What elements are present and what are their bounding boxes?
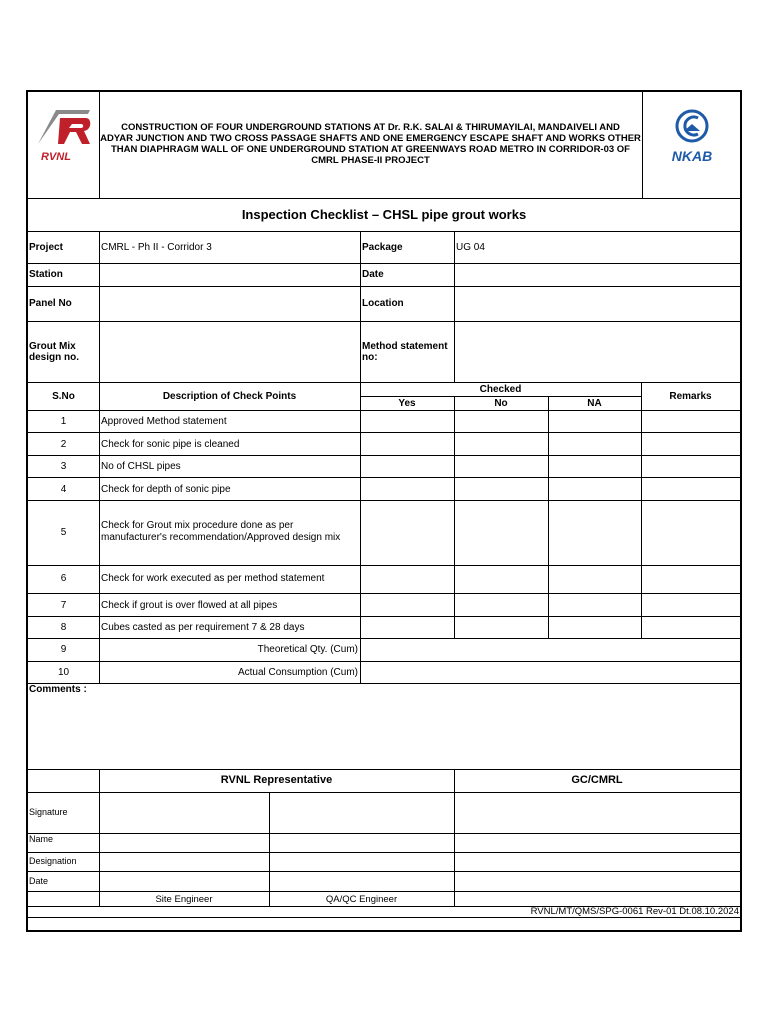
- grid-line: [28, 852, 740, 853]
- gc-cmrl-header: GC/CMRL: [571, 774, 623, 786]
- row-desc: Check for sonic pipe is cleaned: [101, 439, 240, 450]
- grid-line: [454, 396, 455, 638]
- sno-header: S.No: [52, 391, 75, 402]
- project-title-line: THAN DIAPHRAGM WALL OF ONE UNDERGROUND STATION AT GREENWAYS ROAD METRO IN CORRIDOR-03 OF: [111, 144, 630, 155]
- grid-line: [454, 769, 455, 906]
- rvnl-logo-text: RVNL: [41, 151, 71, 163]
- row-desc: Cubes casted as per requirement 7 & 28 days: [101, 622, 305, 633]
- grid-line: [28, 593, 740, 594]
- rvnl-logo-mark: [32, 100, 96, 150]
- grid-line: [28, 500, 740, 501]
- row-sno: 4: [60, 484, 67, 495]
- project-title-line: ADYAR JUNCTION AND TWO CROSS PASSAGE SHAFTS AND ONE EMERGENCY ESCAPE SHAFT AND WORKS OTHER: [100, 133, 641, 144]
- nkab-logo: [648, 106, 736, 172]
- row-sno: 3: [60, 461, 67, 472]
- grid-line: [28, 321, 740, 322]
- grid-line: [269, 792, 270, 906]
- row-sno: 5: [60, 527, 67, 538]
- comments-label: Comments :: [29, 684, 87, 695]
- grid-line: [360, 231, 361, 683]
- grid-line: [99, 231, 100, 683]
- site-engineer-label: Site Engineer: [155, 894, 213, 905]
- grid-line: [28, 792, 740, 793]
- grid-line: [28, 198, 740, 199]
- grid-line: [28, 661, 740, 662]
- project-label: Project: [29, 242, 63, 253]
- row-sno: 9: [60, 644, 67, 655]
- date-label: Date: [362, 269, 384, 280]
- na-header: NA: [587, 398, 602, 409]
- row-sno: 6: [60, 573, 67, 584]
- row-desc: Approved Method statement: [101, 416, 227, 427]
- grout-label: Grout Mix: [29, 341, 76, 352]
- grid-line: [28, 833, 740, 834]
- grid-line: [28, 683, 740, 684]
- grid-line: [28, 455, 740, 456]
- panel-label: Panel No: [29, 298, 72, 309]
- rvnl-logo: [32, 100, 96, 166]
- row-sno: 8: [60, 622, 67, 633]
- grid-line: [28, 616, 740, 617]
- remarks-header: Remarks: [669, 391, 712, 402]
- method-label: no:: [362, 352, 378, 363]
- project-title-line: CMRL PHASE-II PROJECT: [311, 155, 430, 166]
- grid-line: [642, 92, 643, 198]
- grid-line: [28, 917, 740, 918]
- signature-label: Signature: [29, 807, 68, 817]
- grid-line: [28, 432, 740, 433]
- grid-line: [28, 477, 740, 478]
- grid-line: [28, 769, 740, 770]
- grid-line: [548, 396, 549, 638]
- document-reference: RVNL/MT/QMS/SPG-0061 Rev-01 Dt.08.10.2024: [530, 906, 739, 917]
- project-value: CMRL - Ph II - Corridor 3: [101, 242, 212, 253]
- grid-line: [99, 769, 100, 906]
- grid-line: [28, 410, 740, 411]
- package-value: UG 04: [456, 242, 485, 253]
- checked-header: Checked: [479, 384, 522, 395]
- grid-line: [28, 871, 740, 872]
- row-sno: 10: [57, 667, 70, 678]
- grout-label: design no.: [29, 352, 79, 363]
- grid-line: [28, 263, 740, 264]
- project-title-line: CONSTRUCTION OF FOUR UNDERGROUND STATIONS AT Dr. R.K. SALAI & THIRUMAYILAI, MANDAIVELI AND: [121, 122, 620, 133]
- row-desc: Actual Consumption (Cum): [237, 667, 358, 678]
- row-desc: Theoretical Qty. (Cum): [257, 644, 358, 655]
- checklist-form: [26, 90, 742, 932]
- nkab-logo-mark: [648, 106, 736, 146]
- grid-line: [28, 565, 740, 566]
- desc-header: Description of Check Points: [162, 391, 297, 402]
- form-title: Inspection Checklist – CHSL pipe grout works: [241, 207, 527, 222]
- grid-line: [28, 382, 740, 383]
- method-label: Method statement: [362, 341, 448, 352]
- grid-line: [28, 891, 740, 892]
- qa-engineer-label: QA/QC Engineer: [325, 894, 398, 905]
- row-sno: 7: [60, 600, 67, 611]
- nkab-logo-text: NKAB: [671, 148, 713, 164]
- grid-line: [454, 231, 455, 382]
- grid-line: [641, 382, 642, 638]
- no-header: No: [494, 398, 508, 409]
- row-desc: No of CHSL pipes: [101, 461, 181, 472]
- grid-line: [28, 286, 740, 287]
- grid-line: [360, 396, 641, 397]
- row-sno: 1: [60, 416, 67, 427]
- rvnl-representative-header: RVNL Representative: [220, 774, 333, 786]
- row-sno: 2: [60, 439, 67, 450]
- location-label: Location: [362, 298, 404, 309]
- name-label: Name: [29, 834, 54, 844]
- yes-header: Yes: [398, 398, 416, 409]
- row-desc: Check if grout is over flowed at all pipes: [101, 600, 278, 611]
- package-label: Package: [362, 242, 403, 253]
- date-sign-label: Date: [29, 876, 49, 886]
- station-label: Station: [29, 269, 63, 280]
- row-desc: Check for Grout mix procedure done as per: [101, 520, 294, 531]
- designation-label: Designation: [29, 856, 77, 866]
- row-desc: Check for depth of sonic pipe: [101, 484, 231, 495]
- grid-line: [28, 231, 740, 232]
- grid-line: [28, 638, 740, 639]
- row-desc: manufacturer's recommendation/Approved design mix: [101, 532, 341, 543]
- row-desc: Check for work executed as per method statement: [101, 573, 325, 584]
